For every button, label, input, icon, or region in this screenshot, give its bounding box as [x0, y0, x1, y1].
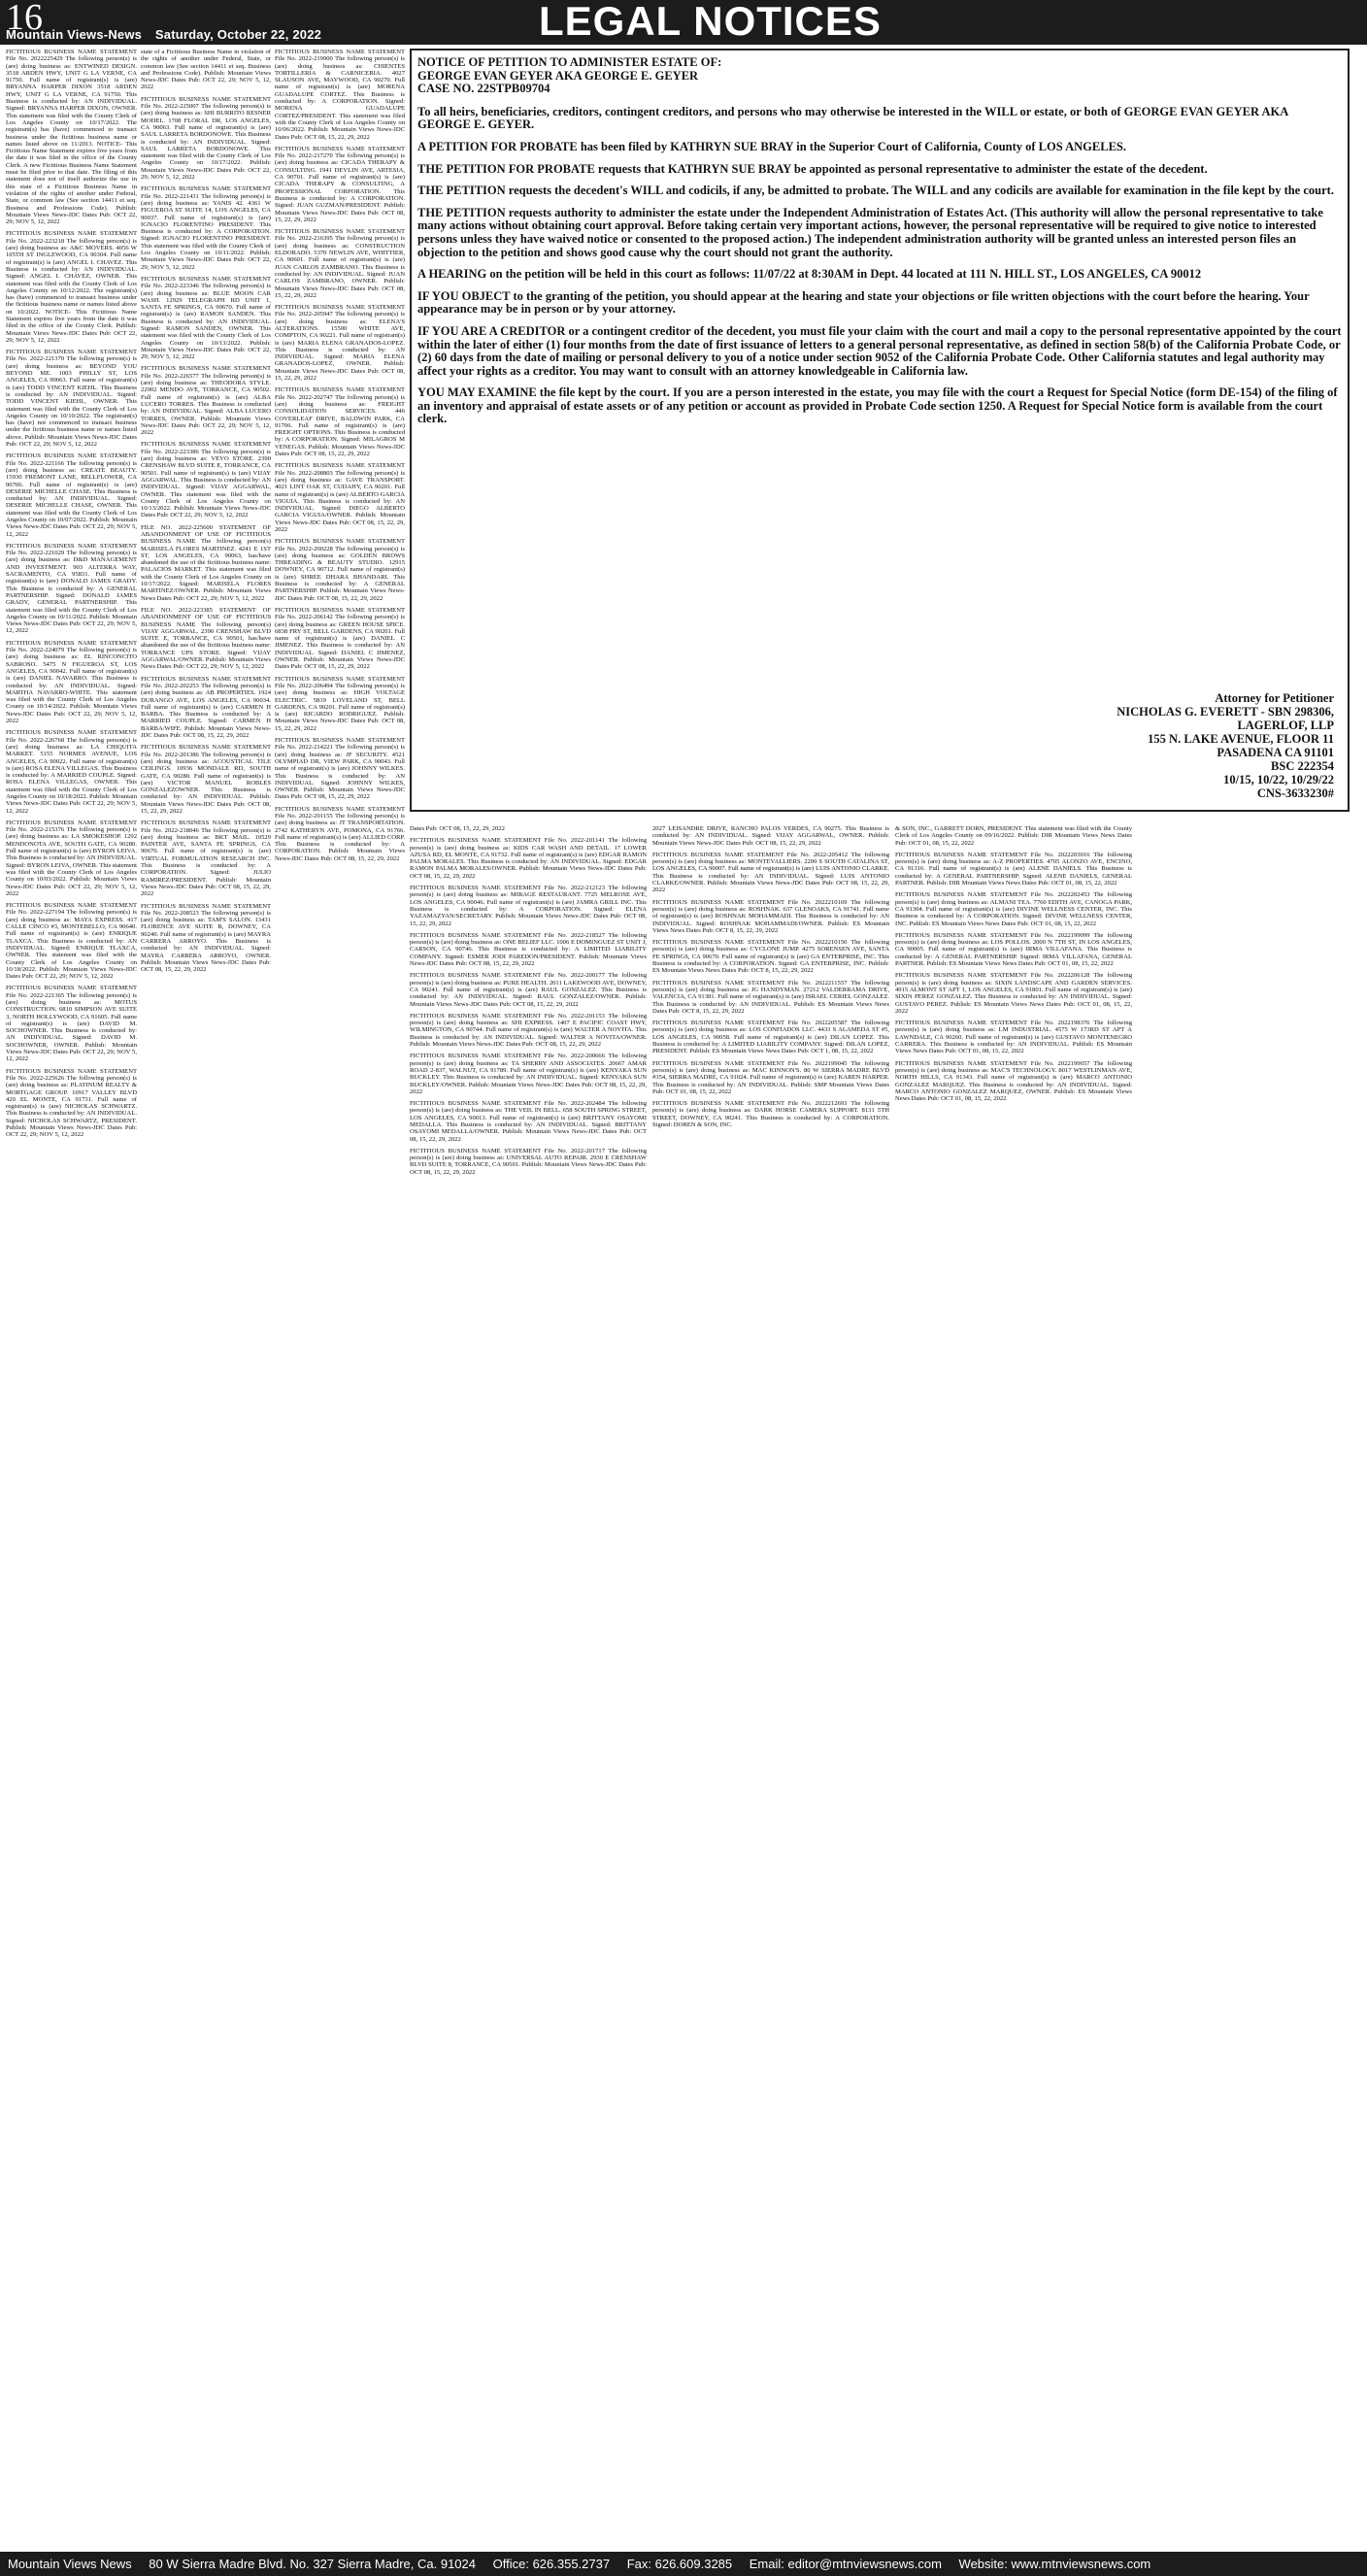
- legal-notice: [141, 676, 271, 740]
- legal-notice: [6, 729, 137, 815]
- legal-notice: [275, 386, 405, 457]
- probate-heading-line: NOTICE OF PETITION TO ADMINISTER ESTATE OF:: [417, 55, 722, 69]
- legal-notice: [141, 276, 271, 361]
- notice-text: FICTITIOUS BUSINESS NAME STATEMENT File No. 2022-205412 The following person(s) is (are) doing business as: MONTEVALLIERS. 2200 S SOUTH CATALINA ST, LOS ANGELES, CA 90007. Full name of registrant(s) is (are) LUIS ANTONIO CLARKE. This Business is conducted by: AN INDIVIDUAL. Signed: LUIS ANTONIO CLARKE/OWNER. Publish: Mountain Views News-JDC Dates Pub: OCT 08, 15, 22, 29, 2022: [652, 851, 889, 894]
- legal-notice: [141, 607, 271, 671]
- legal-notice: [275, 538, 405, 602]
- notice-text: FICTITIOUS BUSINESS NAME STATEMENT File No. 2022-227194 The following person(s) is (are) doing business as: MAYA EXPRESS. 417 CALLE CINCO #3, MONTEBELLO, CA 90640. Full name of registrant(s) is (are) ENRIQUE TLAXCA. This Business is conducted by: AN INDIVIDUAL. Signed: ENRIQUE TLAXCA, OWNER. This statement was filed with the County Clerk of Los Angeles County on 10/18/2022. Publish: Mountain Views News-JDC Dates Pub: OCT 22, 29; NOV 5, 12, 2022: [6, 902, 137, 981]
- legal-notice: [6, 985, 137, 1062]
- legal-notice: [141, 820, 271, 897]
- notice-text: FICTITIOUS BUSINESS NAME STATEMENT File No. 2022-225626 The following person(s) is (are) doing business as: PLATINUM REALTY & MORTGAGE GROUP. 10917 VALLEY BLVD 420 EL MONTE, CA 91731. Full name of registrant(s) is (are) NICHOLAS SCHWARTZ. This Business is conducted by: AN INDIVIDUAL. Signed: NICHOLAS SCHWARTZ, PRESIDENT. Publish: Mountain Views News-JDC Dates Pub: OCT 22, 29; NOV 5, 12, 2022: [6, 1067, 137, 1139]
- issue-date: Saturday, October 22, 2022: [154, 27, 322, 42]
- column-6: [895, 825, 1132, 2500]
- notice-text: 2027 LEISANDRE DRIVE, RANCHO PALOS VERDES, CA 90275. This Business is conducted by: AN INDIVIDUAL. Signed: VIJAY AGGARWAL, OWNER. Publish: Mountain Views News-JDC Dates Pub: OCT 08, 15, 22, 29, 2022: [652, 825, 889, 847]
- signature-line: LAGERLOF, LLP: [1237, 719, 1334, 732]
- probate-paragraph: THE PETITION requests authority to administer the estate under the Independent Administration of Estates Act. (This authority will allow the personal representative to take many actions without obtaining court approval. Before taking certain very important actions, however, the personal representative will be required to give notice to interested persons unless they have waived notice or consented to the proposed action.) The independent administration authority will be granted unless an interested person files an objection to the petition and shows good cause why the court should not grant the authority.: [417, 205, 1323, 259]
- legal-notice: [652, 899, 889, 934]
- probate-paragraph: IF YOU OBJECT to the granting of the petition, you should appear at the hearing and state your objections or file written objections with the court before the hearing. Your appearance may be in person or by your attorney.: [417, 288, 1310, 317]
- signature-line: 155 N. LAKE AVENUE, FLOOR 11: [1148, 732, 1334, 746]
- legal-notice: [6, 902, 137, 980]
- legal-notice: [141, 903, 271, 974]
- column-4: [410, 825, 647, 2500]
- notice-text: FICTITIOUS BUSINESS NAME STATEMENT File No. 2022205587 The following person(s) is (are) doing business as: LOS CONFIADOS LLC. 4433 S ALAMEDA ST #5, LOS ANGELES, CA 90058. Full name of registrant(s) is (are) DILAN LOPEZ. This Business is conducted by: A LIMITED LIABILITY COMPANY. Signed: DILAN LOPEZ, PRESIDENT. Publish: ES Mountain Views News Dates Pub: OCT 1, 08, 15, 22, 2022: [652, 1020, 889, 1055]
- legal-notice: [652, 1100, 889, 1128]
- footer-address: 80 W Sierra Madre Blvd. No. 327 Sierra Madre, Ca. 91024: [149, 2557, 476, 2571]
- legal-notice: [141, 441, 271, 519]
- legal-notice: [410, 885, 647, 927]
- attorney-signature: [1117, 691, 1334, 800]
- signature-line: BSC 222354: [1271, 759, 1334, 773]
- legal-notice: [652, 1060, 889, 1095]
- legal-notice: [410, 1053, 647, 1095]
- footer-website: Website: www.mtnviewsnews.com: [958, 2557, 1151, 2571]
- notice-text: FICTITIOUS BUSINESS NAME STATEMENT File No. 2022199657 The following person(s) is (are) doing business as: MAC'S TECHNOLOGY. 8017 WESTLINMAN AVE, NORTH HILLS, CA 91343. Full name of registrant(s) is (are) MARCO ANTONIO GONZALEZ MARQUEZ. This Business is conducted by: AN INDIVIDUAL. Signed: MARCO ANTONIO GONZALEZ MARQUEZ, OWNER. Publish: ES Mountain Views News Dates Pub: OCT 01, 08, 15, 22, 2022: [895, 1059, 1132, 1103]
- legal-notice: [6, 820, 137, 897]
- legal-notice: [895, 972, 1132, 1015]
- probate-box: [410, 49, 1350, 812]
- notice-text: FICTITIOUS BUSINESS NAME STATEMENT File No. 2022-200666 The following person(s) is (are) doing business as: TA SHERRY AND ASSOCIATES. 20667 AMAR ROAD 2-837, WALNUT, CA 91789. Full name of registrant(s) is (are) KENYAKA SUN BUCKLEY. This Business is conducted by: AN INDIVIDUAL. Signed: KENYAKA SUN BUCKLEY/OWNER. Publish: Mountain Views News-JDC Dates Pub: OCT 08, 15, 22, 29, 2022: [410, 1053, 647, 1095]
- probate-heading-line: GEORGE EVAN GEYER AKA GEORGE E. GEYER: [417, 68, 699, 83]
- footer-email: Email: editor@mtnviewsnews.com: [749, 2557, 942, 2571]
- page-number: 16: [6, 0, 43, 38]
- legal-notice: [652, 1020, 889, 1054]
- footer-paper-name: Mountain Views News: [8, 2557, 132, 2571]
- notice-text: FICTITIOUS BUSINESS NAME STATEMENT File No. 2022211557 The following person(s) is (are) doing business as: JG HANDYMAN. 27212 VALDERRAMA DRIVE, VALENCIA, CA 91381. Full name of registrant(s) is (are) ISRAEL CERIEL GONZALEZ. This Business is conducted by: AN INDIVIDUAL. Publish: ES Mountain Views News Dates Pub: OCT 8, 15, 22, 29, 2022: [652, 979, 889, 1015]
- notice-text: FICTITIOUS BUSINESS NAME STATEMENT File No. 2022-201386 The following person(s) is (are) doing business as: ACOUSTICAL TILE CEILINGS. 10936 MONDALE RD, SOUTH GATE, CA 90280. Full name of registrant(s) is (are) VICTOR MANUEL ROBLES GONZALEZOWNER. This Business is conducted by: AN INDIVIDUAL. Publish: Mountain Views News-JDC Dates Pub: OCT 08, 15, 22, 29, 2022: [141, 744, 271, 815]
- legal-notice: [652, 825, 889, 847]
- paper-name: Mountain Views-News: [6, 27, 143, 42]
- notice-text: FICTITIOUS BUSINESS NAME STATEMENT File No. 2022-208803 The following person(s) is (are) doing business as: GAVE TRANSPORT. 4021 LINT OAK ST, CUDAHY, CA 90201. Full name of registrant(s) is (are) ALBERTO GARCIA VIGUIA. This Business is conducted by: AN INDIVIDUAL. Signed: DIEGO ALBERTO GARCIA VIGUIA/OWNER. Publish: Mountain Views News-JDC Dates Pub: OCT 08, 15, 22, 29, 2022: [275, 462, 405, 533]
- probate-heading: [417, 56, 1342, 96]
- notice-text: FICTITIOUS BUSINESS NAME STATEMENT File No. 2022-221166 The following person(s) is (are) doing business as: CREATE BEAUTY. 15930 FREMONT LANE, BELLFLOWER, CA 90706. Full name of registrant(s) is (are) DESERIE MICHELLE CHASE. This Business is conducted by: AN INDIVIDUAL. Signed: DESERIE MICHELLE CHASE, OWNER. This statement was filed with the County Clerk of Los Angeles County on 10/07/2022. Publish: Mountain Views News-JDC Dates Pub: OCT 22, 29; NOV 5, 12, 2022: [6, 452, 137, 538]
- column-5: [652, 825, 889, 2500]
- probate-notice: [410, 49, 1361, 816]
- notice-text: FICTITIOUS BUSINESS NAME STATEMENT File No. 2022-208523 The following person(s) is (are) doing business as: TAM'S SALON. 13431 FLORENCE AVE SUITE B, DOWNEY, CA 90240. Full name of registrant(s) is (are) MAYRA CARRERA ARROYO. This Business is conducted by: AN INDIVIDUAL. Signed: MAYRA CARRERA ARROYO, OWNER. Publish: Mountain Views News-JDC Dates Pub: OCT 08, 15, 22, 29, 2022: [141, 902, 271, 974]
- notice-text: FICTITIOUS BUSINESS NAME STATEMENT File No. 2022-200177 The following person(s) is (are) doing business as: PURE HEALTH. 2011 LAKEWOOD AVE, DOWNEY, CA 90241. Full name of registrant(s) is (are) RAUL GONZALEZ. This Business is conducted by: AN INDIVIDUAL. Signed: RAUL GONZALEZ/OWNER. Publish: Mountain Views News-JDC Dates Pub: OCT 08, 15, 22, 29, 2022: [410, 972, 647, 1008]
- legal-notice: [895, 891, 1132, 926]
- masthead: [6, 27, 331, 42]
- legal-notice: [410, 837, 647, 880]
- probate-paragraph: To all heirs, beneficiaries, creditors, contingent creditors, and persons who may otherwise be interested in the WILL or estate, or both of GEORGE EVAN GEYER AKA GEORGE E. GEYER.: [417, 104, 1288, 132]
- notice-text: FICTITIOUS BUSINESS NAME STATEMENT File No. 2022-216395 The following person(s) is (are) doing business as: CONSTRUCTION ELDORADO. 5370 NEWLIN AVE, WHITTIER, CA 90601. Full name of registrant(s) is (are) JUAN CARLOS ZAMBRANO. This Business is conducted by: AN INDIVIDUAL. Signed: JUAN CARLOS ZAMBRANO, OWNER. Publish: Mountain Views News-JDC Dates Pub: OCT 08, 15, 22, 29, 2022: [275, 228, 405, 299]
- notice-text: FICTITIOUS BUSINESS NAME STATEMENT File No. 2022-226768 The following person(s) is (are) doing business as: LA CHIQUITA MARKET. 5155 NORMES AVENUE, LOS ANGELES, CA 90022. Full name of registrant(s) is (are) ROSA ELENA VILLEGAS. This Business is conducted by: A MARRIED COUPLE. Signed: ROSA ELENA VILLEGAS, OWNER. This statement was filed with the County Clerk of Los Angeles County on 10/18/2022. Publish: Mountain Views News-JDC Dates Pub: OCT 22, 29; NOV 5, 12, 2022: [6, 729, 137, 815]
- notice-text: FICTITIOUS BUSINESS NAME STATEMENT File No. 2022-202484 The following person(s) is (are) doing business as: THE VEIL IN BELL. 658 SOUTH SPRING STREET, LOS ANGELES, CA 90013. Full name of registrant(s) is (are) BRITTANY OSAYOMI MEDALLA. This Business is conducted by: AN INDIVIDUAL. Signed: BRITTANY OSAYOMI MEDALLA/OWNER. Publish: Mountain Views News-JDC Dates Pub: OCT 08, 15, 22, 29, 2022: [410, 1100, 647, 1143]
- legal-notice: [6, 349, 137, 448]
- lower-notice-columns: [410, 825, 1361, 2500]
- notice-text: FICTITIOUS BUSINESS NAME STATEMENT File No. 2022203016 The following person(s) is (are) doing business as: A-Z PROPERTIES. 4705 ALONZO AVE, ENCINO, CA 91316. Full name of registrant(s) is (are) ALENE DANIELS. This Business is conducted by: A GENERAL PARTNERSHIP. Signed: ALENE DANIELS, GENERAL PARTNER. Publish: DIR Mountain Views News Dates Pub: OCT 01, 08, 15, 22, 2022: [895, 851, 1132, 887]
- signature-line: Attorney for Petitioner: [1215, 691, 1334, 705]
- notice-text: FICTITIOUS BUSINESS NAME STATEMENT File No. 2022206128 The following person(s) is (are) doing business as: SIXIN LANDSCAPE AND GARDEN SERVICES. 4915 ALMONT ST APT 1, LOS ANGELES, CA 91801. Full name of registrant(s) is (are) SIXIN PEREZ GONZALEZ. This Business is conducted by: AN INDIVIDUAL. Signed: GUSTAVO PEREZ. Publish: ES Mountain Views News Dates Pub: OCT 01, 08, 15, 22, 2022: [895, 972, 1132, 1015]
- legal-notice: [410, 972, 647, 1007]
- legal-notice: [410, 1013, 647, 1048]
- notice-text: FICTITIOUS BUSINESS NAME STATEMENT File No. 2022-224079 The following person(s) is (are) doing business as: EL RINCONCITO SABROSO. 5475 N FIGUEROA ST, LOS ANGELES, CA 90042. Full name of registrant(s) is (are) DANIEL NAVARRO. This Business is conducted by: AN INDIVIDUAL. Signed: MARTHA NAVARRO-WHITE. This statement was filed with the County Clerk of Los Angeles County on 10/14/2022. Publish: Mountain Views News-JDC Dates Pub: OCT 22, 29; NOV 5, 12, 2022: [6, 639, 137, 725]
- notice-text: FICTITIOUS BUSINESS NAME STATEMENT File No. 2022210150 The following person(s) is (are) doing business as: CYCLONE JUMP. 4275 SORENSEN AVE, SANTA FE SPRINGS, CA 90670. Full name of registrant(s) is (are) GA ENTERPRISE, INC. This Business is conducted by: A CORPORATION. Signed: GA ENTERPRISE, INC. Publish: ES Mountain Views News Dates Pub: OCT 8, 15, 22, 29, 2022: [652, 939, 889, 975]
- signature-line: PASADENA CA 91101: [1217, 746, 1334, 759]
- legal-notice: [410, 1100, 647, 1143]
- signature-line: NICHOLAS G. EVERETT - SBN 298306,: [1117, 705, 1334, 719]
- notice-text: FICTITIOUS BUSINESS NAME STATEMENT File No. 2022-217270 The following person(s) is (are) doing business as: CICADA THERAPY & CONSULTING. 1941 DEVLIN AVE, ARTESIA, CA 90701. Full name of registrant(s) is (are) CICADA THERAPY & CONSULTING, A PROFESSIONAL CORPORATION. This Business is conducted by: A CORPORATION. Signed: JUAN GUZMAN/PRESIDENT. Publish: Mountain Views News-JDC Dates Pub: OCT 08, 15, 22, 29, 2022: [275, 145, 405, 223]
- notice-text: FICTITIOUS BUSINESS NAME STATEMENT File No. 2022-202747 The following person(s) is (are) doing business as: FREIGHT CONSOLIDATION SERVICES. 446 COVERLEAF DRIVE, BALDWIN PARK, CA 91706. Full name of registrant(s) is (are) FREIGHT OPTIONS. This Business is conducted by: A CORPORATION. Signed: MILAGROS M VENEGAS. Publish: Mountain Views News-JDC Dates Pub: OCT 08, 15, 22, 29, 2022: [275, 386, 405, 458]
- legal-notice: [410, 825, 647, 832]
- notice-text: FICTITIOUS BUSINESS NAME STATEMENT File No. 2022-218527 The following person(s) is (are) doing business as: ONE BELIEF LLC. 1006 E DOMINGUEZ ST UNIT J, CARSON, CA 90746. This Business is conducted by: A LIMITED LIABILITY COMPANY. Signed: ESMER JODI PAREDON/PRESIDENT. Publish: Mountain Views News-JDC Dates Pub: OCT 08, 15, 22, 29, 2022: [410, 931, 647, 968]
- notice-text: FICTITIOUS BUSINESS NAME STATEMENT File No. 2022-221431 The following person(s) is (are) doing business as: YANIS 42. 4361 W FIGUEROA ST SUITE 14, LOS ANGELES, CA 90037. Full name of registrant(s) is (are) IGNACIO FLORENTINO PRESIDENT. This Business is conducted by: A CORPORATION. Signed: IGNACIO FLORENTINO PRESIDENT. This statement was filed with the County Clerk of Los Angeles County on 10/11/2022. Publish: Mountain Views News-JDC Dates Pub: OCT 22, 29; NOV 5, 12, 2022: [141, 185, 271, 271]
- notice-text: FICTITIOUS BUSINESS NAME STATEMENT File No. 2022-226577 The following person(s) is (are) doing business as: THEODORA STYLE. 22902 MENDO AVE, TORRANCE, CA 90502. Full name of registrant(s) is (are) ALBA LUCERO TORRES. This Business is conducted by: AN INDIVIDUAL. Signed: ALBA LUCERO TORRES, OWNER. Publish: Mountain Views News-JDC Dates Pub: OCT 22, 29; NOV 5, 12, 2022: [141, 365, 271, 437]
- legal-notice: [141, 524, 271, 602]
- legal-notice: [410, 1148, 647, 1176]
- notice-text: FICTITIOUS BUSINESS NAME STATEMENT File No. 2022202453 The following person(s) is (are) doing business as: ALMANI TEA. 7760 EDITH AVE, CANOGA PARK, CA 91304. Full name of registrant(s) is (are) DIVINE WELLNESS CENTER, INC. This Business is conducted by: A CORPORATION. Signed: DIVINE WELLNESS CENTER, INC. Publish: ES Mountain Views News Dates Pub: OCT 01, 08, 15, 22, 2022: [895, 891, 1132, 927]
- legal-notice: [141, 49, 271, 91]
- legal-notice: [6, 230, 137, 344]
- probate-heading-line: CASE NO. 22STPB09704: [417, 82, 550, 96]
- legal-notice: [141, 96, 271, 182]
- page-header: [0, 0, 1367, 45]
- notice-text: FICTITIOUS BUSINESS NAME STATEMENT File No. 2022-202253 The following person(s) is (are) doing business as: AB PROPERTIES. 1924 DURANGO AVE, LOS ANGELES, CA 90034. Full name of registrant(s) is (are) CARMEN H BARBA. This Business is conducted by: A MARRIED COUPLE. Signed: CARMEN H BARBA/WIFE. Publish: Mountain Views News-JDC Dates Pub: OCT 08, 15, 22, 29, 2022: [141, 675, 271, 740]
- notice-text: FICTITIOUS BUSINESS NAME STATEMENT File No. 2022-201717 The following person(s) is (are) doing business as: UNIVERSAL AUTO REPAIR. 2930 E CRENSHAW BLVD SUITE 8, TORRANCE, CA 90501. Publish: Mountain Views News-JDC Dates Pub: OCT 08, 15, 22, 29, 2022: [410, 1147, 647, 1176]
- notice-text: FICTITIOUS BUSINESS NAME STATEMENT File No. 2022-221365 The following person(s) is (are) doing business as: MOTUS CONSTRUCTION. 6810 SIMPSON AVE SUITE 3, NORTH HOLLYWOOD, CA 91605. Full name of registrant(s) is (are) DAVID M. SOCHOWNER. This Business is conducted by: AN INDIVIDUAL. Signed: DAVID M. SOCHOWNER, OWNER. Publish: Mountain Views News-JDC Dates Pub: OCT 22, 29; NOV 5, 12, 2022: [6, 985, 137, 1063]
- page-footer: [0, 2552, 1367, 2576]
- legal-notice: [275, 607, 405, 671]
- legal-notice: [895, 1020, 1132, 1054]
- legal-notice: [895, 932, 1132, 967]
- notice-text: FICTITIOUS BUSINESS NAME STATEMENT File No. 2022-201155 The following person(s) is (are) doing business as: JT TRANSPORTATION. 2742 KATHERYN AVE, POMONA, CA 91766. Full name of registrant(s) is (are) ALLIED CORP. This Business is conducted by: A CORPORATION. Publish: Mountain Views News-JDC Dates Pub: OCT 08, 15, 22, 29, 2022: [275, 805, 405, 862]
- notice-text: FICTITIOUS BUSINESS NAME STATEMENT File No. 2022198376 The following person(s) is (are) doing business as: LM INDUSTRIAL. 4575 W 173RD ST APT A LAWNDALE, CA 90260. Full name of registrant(s) is (are) GUSTAVO MONTENEGRO CARRERA. This Business is conducted by: AN INDIVIDUAL. Publish: ES Mountain Views News Dates Pub: OCT 01, 08, 15, 22, 2022: [895, 1020, 1132, 1055]
- notice-text: Dates Pub: OCT 08, 15, 22, 29, 2022: [410, 825, 505, 832]
- legal-notice: [652, 852, 889, 894]
- legal-notice: [275, 462, 405, 533]
- notice-text: FICTITIOUS BUSINESS NAME STATEMENT File No. 2022-225007 The following person(s) is (are) doing business as: SHI BURRITO RESNER MODEL. 1708 FLORAL DR, LOS ANGELES, CA 90063. Full name of registrant(s) is (are) SAUL LARRETA BORDONOWE. This Business is conducted by: AN INDIVIDUAL. Signed: SAUL LARRETA BORDONOWE. This statement was filed with the County Clerk of Los Angeles County on 10/17/2022. Publish: Mountain Views News-JDC Dates Pub: OCT 22, 29; NOV 5, 12, 2022: [141, 95, 271, 182]
- legal-notice: [275, 49, 405, 141]
- notice-text: FICTITIOUS BUSINESS NAME STATEMENT File No. 2022-214221 The following person(s) is (are) doing business as: JF SECURITY. 4521 OLYMPIAD DR, VIEW PARK, CA 90043. Full name of registrant(s) is (are) JOHNNY WILKES. This Business is conducted by: AN INDIVIDUAL. Signed: JOHNNY WILKES, OWNER. Publish: Mountain Views News-JDC Dates Pub: OCT 08, 15, 22, 29, 2022: [275, 737, 405, 801]
- notice-text: FICTITIOUS BUSINESS NAME STATEMENT File No. 2022-218046 The following person(s) is (are) doing business as: BKT MAIL. 10529 PAINTER AVE, SANTA FE SPRINGS, CA 90670. Full name of registrant(s) is (are) VIRTUAL FORMULATION RESEARCH INC. This Business is conducted by: A CORPORATION. Signed: JULIO RAMIREZ/PRESIDENT. Publish: Mountain Views News-JDC Dates Pub: OCT 08, 15, 22, 29, 2022: [141, 820, 271, 898]
- section-title: LEGAL NOTICES: [539, 0, 882, 44]
- notice-text: FICTITIOUS BUSINESS NAME STATEMENT File No. 2022-201153 The following person(s) is (are) doing business as: SHI EXPRESS. 1407 E PACIFIC COAST HWY, WILMINGTON, CA 90744. Full name of registrant(s) is (are) WALTER A NOVITA. This Business is conducted by: AN INDIVIDUAL. Signed: WALTER A NOVITA/OWNER. Publish: Mountain Views News-JDC Dates Pub: OCT 08, 15, 22, 29, 2022: [410, 1012, 647, 1049]
- notice-text: FICTITIOUS BUSINESS NAME STATEMENT File No. 2022-221029 The following person(s) is (are) doing business as: D&D MANAGEMENT AND INVESTMENT. 903 ALTERRA WAY, SACRAMENTO, CA 95831. Full name of registrant(s) is (are) DONALD JAMES GRADY. This Business is conducted by: A GENERAL PARTNERSHIP. Signed: DONALD JAMES GRADY, GENERAL PARTNERSHIP. This statement was filed with the County Clerk of Los Angeles County on 10/11/2022. Publish: Mountain Views News-JDC Dates Pub: OCT 22, 29; NOV 5, 12, 2022: [6, 542, 137, 635]
- notice-text: FICTITIOUS BUSINESS NAME STATEMENT File No. 2022212693 The following person(s) is (are) doing business as: DARK HORSE CAMERA SUPPORT. 8131 5TH STREET, DOWNEY, CA 90241. This Business is conducted by: A CORPORATION. Signed: DOREN & SON, INC.: [652, 1100, 889, 1128]
- legal-notice: [275, 304, 405, 382]
- footer-fax: Fax: 626.609.3285: [626, 2557, 733, 2571]
- probate-paragraph: A HEARING on the petition will be held in this court as follows: 11/07/22 at 8:30AM in Dept. 44 located at 111 N. HILL ST., LOS ANGELES, CA 90012: [417, 267, 1202, 282]
- notice-text: FILE NO. 2022-225600 STATEMENT OF ABANDONMENT OF USE OF FICTITIOUS BUSINESS NAME The following person(s) MARISELA FLORES MARTINEZ. 4241 E 1ST ST, LOS ANGELES, CA 90063, has/have abandoned the use of the fictitious business name: PALACIOS MARKET. This statement was filed with the County Clerk of Los Angeles County on 10/17/2022. Signed: MARISELA FLORES MARTINEZ/OWNER. Publish: Mountain Views News Dates Pub: OCT 22, 29; NOV 5, 12, 2022: [141, 523, 271, 602]
- legal-notice: [895, 825, 1132, 847]
- legal-notice: [895, 1060, 1132, 1103]
- notice-text: FICTITIOUS BUSINESS NAME STATEMENT File No. 2022-223218 The following person(s) is (are) doing business as: A&C MOVERS. 4056 W 105TH ST INGLEWOOD, CA 90304. Full name of registrant(s) is (are) ANGEL I. CHAVEZ. This Business is conducted by: AN INDIVIDUAL. Signed: ANGEL I. CHAVEZ, OWNER. This statement was filed with the County Clerk of Los Angeles County on 10/12/2022. The registrant(s) has (have) commenced to transact business under the fictitious business name or names listed above on 10/2022. NOTICE- This Fictitious Name Statement expires five years from the date it was filed in the office of the County Clerk. Publish: Mountain Views News-JDC Dates Pub: OCT 22, 29; NOV 5, 12, 2022: [6, 230, 137, 344]
- legal-notice: [275, 228, 405, 299]
- legal-notice: [6, 452, 137, 538]
- probate-paragraph: IF YOU ARE A CREDITOR or a contingent creditor of the decedent, you must file your claim with the court and mail a copy to the personal representative appointed by the court within the later of either (1) four months from the date of first issuance of letters to a general personal representative, as defined in section 58(b) of the California Probate Code, or (2) 60 days from the date of mailing or personal delivery to you of a notice under section 9052 of the California Probate Code. Other California statutes and legal authority may affect your rights as a creditor. You may want to consult with an attorney knowledgeable in California law.: [417, 323, 1342, 378]
- probate-paragraph: THE PETITION requests the decedent's WILL and codicils, if any, be admitted to probate. The WILL and any codicils are available for examination in the file kept by the court.: [417, 184, 1334, 198]
- legal-notice: [652, 939, 889, 974]
- notice-text: FICTITIOUS BUSINESS NAME STATEMENT File No. 2022-219900 The following person(s) is (are) doing business as: CHIENTES TORTILLERIA & CARNICERIA. 4027 SLAUSON AVE, MAYWOOD, CA 90270. Full name of registrant(s) is (are) MORENA GUADALUPE CORTEZ. This Business is conducted by: A CORPORATION. Signed: MORENA GUADALUPE CORTEZ/PRESIDENT. This statement was filed with the County Clerk of Los Angeles County on 10/06/2022. Publish: Mountain Views News-JDC Dates Pub: OCT 08, 15, 22, 29, 2022: [275, 49, 405, 141]
- notice-text: FICTITIOUS BUSINESS NAME STATEMENT File No. 2022-223346 The following person(s) is (are) doing business as: BLUE MOON CAR WASH. 12929 TELEGRAPH RD UNIT 1, SANTA FE SPRINGS, CA 90670. Full name of registrant(s) is (are) RAMON SANDEN. This Business is conducted by: AN INDIVIDUAL. Signed: RAMON SANDEN, OWNER. This statement was filed with the County Clerk of Los Angeles County on 10/13/2022. Publish: Mountain Views News-JDC Dates Pub: OCT 22, 29; NOV 5, 12, 2022: [141, 275, 271, 361]
- legal-notice: [141, 365, 271, 436]
- notice-text: & SON, INC., GARRETT DORN, PRESIDENT. This statement was filed with the County Clerk of Los Angeles County on 09/16/2022. Publish: DIR Mountain Views News Dates Pub: OCT 01, 08, 15, 22, 2022: [895, 825, 1132, 847]
- column-3: [275, 49, 405, 2549]
- legal-notice: [275, 806, 405, 862]
- legal-notice: [275, 737, 405, 801]
- notice-text: FICTITIOUS BUSINESS NAME STATEMENT File No. 2022-223386 The following person(s) is (are) doing business as: VEVO STORE. 2390 CRENSHAW BLVD SUITE E, TORRANCE, CA 90501. Full name of registrant(s) is (are) VIJAY AGGARWAL. This Business is conducted by: AN INDIVIDUAL. Signed: VIJAY AGGARWAL, OWNER. This statement was filed with the County Clerk of Los Angeles County on 10/13/2022. Publish: Mountain Views News-JDC Dates Pub: OCT 22, 29; NOV 5, 12, 2022: [141, 441, 271, 519]
- notice-text: FICTITIOUS BUSINESS NAME STATEMENT File No. 2022-206494 The following person(s) is (are) doing business as: HIGH VOLTAGE ELECTRIC. 5819 LOVELAND ST, BELL GARDENS, CA 90201. Full name of registrant(s) is (are) RICARDO RODRIGUEZ. Publish: Mountain Views News-JDC Dates Pub: OCT 08, 15, 22, 29, 2022: [275, 675, 405, 732]
- signature-line: CNS-3633230#: [1256, 786, 1334, 800]
- probate-paragraph: THE PETITION FOR PROBATE requests that KATHRYN SUE BRAY be appointed as personal representative to administer the estate of the decedent.: [417, 161, 1208, 176]
- probate-paragraph: A PETITION FOR PROBATE has been filed by KATHRYN SUE BRAY in the Superior Court of California, County of LOS ANGELES.: [417, 139, 1126, 153]
- column-1: [6, 49, 137, 2549]
- legal-notice: [141, 744, 271, 815]
- legal-notice: [652, 980, 889, 1015]
- notice-text: FICTITIOUS BUSINESS NAME STATEMENT File No. 2022199045 The following person(s) is (are) doing business as: MAC KINNON'S. 80 W SIERRA MADRE BLVD #354, SIERRA MADRE, CA 91024. Full name of registrant(s) is (are) KAREN HARPER. This Business is conducted by: AN INDIVIDUAL. Publish: SMP Mountain Views Dates Pub: OCT 01, 08, 15, 22, 2022: [652, 1059, 889, 1095]
- legal-notice: [6, 49, 137, 225]
- notice-text: FICTITIOUS BUSINESS NAME STATEMENT File No. 2022-212123 The following person(s) is (are) doing business as: MIRAGE RESTAURANT. 7725 MELROSE AVE, LOS ANGELES, CA 90046. Full name of registrant(s) is (are) JAMRA GRILL INC. This Business is conducted by: A CORPORATION. Signed: ELENA YAZAMAZYAN/SECRETARY. Publish: Mountain Views News-JDC Dates Pub: OCT 08, 15, 22, 29, 2022: [410, 885, 647, 927]
- notice-text: FICTITIOUS BUSINESS NAME STATEMENT File No. 2022210169 The following person(s) is (are) doing business as: ROSHNAK. 637 GLENOAKS, CA 91741. Full name of registrant(s) is (are) ROSHNAK MOHAMMADI. This Business is conducted by: AN INDIVIDUAL. Signed: ROSHNAK MOHAMMADI/OWNER. Publish: ES Mountain Views News Dates Pub: OCT 8, 15, 22, 29, 2022: [652, 898, 889, 934]
- notice-text: FICTITIOUS BUSINESS NAME STATEMENT File No. 2022-201141 The following person(s) is (are) doing business as: KIDS CAR WASH AND DETAIL. 17 LOWER AZUSA RD, EL MONTE, CA 91732. Full name of registrant(s) is (are) EDGAR RAMON PALMA MORALES. This Business is conducted by: AN INDIVIDUAL. Signed: EDGAR RAMON PALMA MORALES/OWNER. Publish: Mountain Views News-JDC Dates Pub: OCT 08, 15, 22, 29, 2022: [410, 837, 647, 880]
- notice-text: FICTITIOUS BUSINESS NAME STATEMENT File No. 2022225429 The following person(s) is (are) doing business as: ENTWINED DESIGN. 3518 ARDEN HWY, UNIT G LA VERNE, CA 91750. Full name of registrant(s) is (are) BRYANNA HARPER DIXON 3518 ARDEN HWY, UNIT G LA VERNE, CA 91750. This Business is conducted by: AN INDIVIDUAL. Signed: BRYANNA HARPER DIXON, OWNER. This statement was filed with the County Clerk of Los Angeles County on 10/17/2022. The registrant(s) has (have) commenced to transact business under the fictitious business name or names listed above on 11/2013. NOTICE- This Fictitious Name Statement expires five years from the date it was filed in the office of the County Clerk. A new Fictitious Business Name Statement must be filed prior to that date. The filing of this statement does not of itself authorize the use in this state of a Fictitious Business Name in violation of the rights of another under Federal, State, or common law (See section 14411 et seq. Business and Professions Code). Publish: Mountain Views News-JDC Dates Pub: OCT 22, 29; NOV 5, 12, 2022: [6, 49, 137, 226]
- probate-paragraph: YOU MAY EXAMINE the file kept by the court. If you are a person interested in the estate, you may file with the court a Request for Special Notice (form DE-154) of the filing of an inventory and appraisal of estate assets or of any petition or account as provided in Probate Code section 1250. A Request for Special Notice form is available from the court clerk.: [417, 385, 1338, 426]
- legal-notice: [410, 932, 647, 967]
- legal-notice: [6, 1068, 137, 1139]
- notice-text: FILE NO. 2022-223385 STATEMENT OF ABANDONMENT OF USE OF FICTITIOUS BUSINESS NAME The following person(s) VIJAY AGGARWAL. 2390 CRENSHAW BLVD SUITE E, TORRANCE, CA 90501, has/have abandoned the use of the fictitious business name: TORRANCE UPS STORE. Signed: VIJAY AGGARWAL/OWNER. Publish: Mountain Views News Dates Pub: OCT 22, 29; NOV 5, 12, 2022: [141, 606, 271, 671]
- legal-notice: [6, 640, 137, 725]
- notice-text: FICTITIOUS BUSINESS NAME STATEMENT File No. 2022199099 The following person(s) is (are) doing business as: LOS POLLOS. 2000 N 7TH ST, IN LOS ANGELES, CA 90005. Full name of registrant(s) is (are) IRMA VILLAFANA. This Business is conducted by: A GENERAL PARTNERSHIP. Signed: IRMA VILLAFANA, GENERAL PARTNER. Publish: ES Mountain Views News Dates Pub: OCT 01, 08, 15, 22, 2022: [895, 931, 1132, 968]
- notice-text: FICTITIOUS BUSINESS NAME STATEMENT File No. 2022-215376 The following person(s) is (are) doing business as: LA SMOKESHOP. 1292 MENDONOTA AVE, SOUTH GATE, CA 90280. Full name of registrant(s) is (are) BYRON LEIVA. This Business is conducted by: AN INDIVIDUAL. Signed: BYRON LEIVA, OWNER. This statement was filed with the County Clerk of Los Angeles County on 10/03/2022. Publish: Mountain Views News-JDC Dates Pub: OCT 22, 29; NOV 5, 12, 2022: [6, 819, 137, 897]
- legal-notice: [895, 852, 1132, 887]
- notice-text: FICTITIOUS BUSINESS NAME STATEMENT File No. 2022-221370 The following person(s) is (are) doing business as: BEYOND YOU BEYOND ME. 1003 PHILLY ST, LOS ANGELES, CA 90063. Full name of registrant(s) is (are) TODD VINCENT KIEHL. This Business is conducted by: AN INDIVIDUAL. Signed: TODD VINCENT KIEHL, OWNER. This statement was filed with the County Clerk of Los Angeles County on 10/10/2022. The registrant(s) has (have) not commenced to transact business under the fictitious business name or names listed above. Publish: Mountain Views News-JDC Dates Pub: OCT 22, 29; NOV 5, 12, 2022: [6, 349, 137, 449]
- notice-text: FICTITIOUS BUSINESS NAME STATEMENT File No. 2022-205947 The following person(s) is (are) doing business as: ELENA'S ALTERATIONS. 15500 WHITE AVE, COMPTON, CA 90221. Full name of registrant(s) is (are) MARIA ELENA GRANADOS-LOPEZ. This Business is conducted by: AN INDIVIDUAL. Signed: MARIA ELENA GRANADOS-LOPEZ, OWNER. Publish: Mountain Views News-JDC Dates Pub: OCT 08, 15, 22, 29, 2022: [275, 304, 405, 383]
- legal-notice: [141, 185, 271, 271]
- footer-office-phone: Office: 626.355.2737: [492, 2557, 611, 2571]
- notice-text: FICTITIOUS BUSINESS NAME STATEMENT File No. 2022-200228 The following person(s) is (are) doing business as: GOLDEN BROWS THREADING & BEAUTY STUDIO. 12915 DOWNEY, CA 90712. Full name of registrant(s) is (are) SHREE DHARA BHANDARI. This Business is conducted by: A GENERAL PARTNERSHIP. Publish: Mountain Views News-JDC Dates Pub: OCT 08, 15, 22, 29, 2022: [275, 538, 405, 602]
- signature-line: 10/15, 10/22, 10/29/22: [1223, 773, 1334, 786]
- legal-notice: [275, 146, 405, 223]
- legal-notice: [6, 543, 137, 635]
- legal-notice: [275, 676, 405, 732]
- column-2: [141, 49, 271, 2549]
- notice-text: FICTITIOUS BUSINESS NAME STATEMENT File No. 2022-206142 The following person(s) is (are) doing business as: GREEN HOUSE SPICE. 6838 FRY ST, BELL GARDENS, CA 90201. Full name of registrant(s) is (are) DANIEL C JIMENEZ. This Business is conducted by: AN INDIVIDUAL. Signed: DANIEL C JIMENEZ, OWNER. Publish: Mountain Views News-JDC Dates Pub: OCT 08, 15, 22, 29, 2022: [275, 606, 405, 671]
- notice-text: state of a Fictitious Business Name in violation of the rights of another under Federal, State, or common law (See section 14411 et seq. Business and Professions Code). Publish: Mountain Views News-JDC Dates Pub: OCT 22, 29; NOV 5, 12, 2022: [141, 49, 271, 91]
